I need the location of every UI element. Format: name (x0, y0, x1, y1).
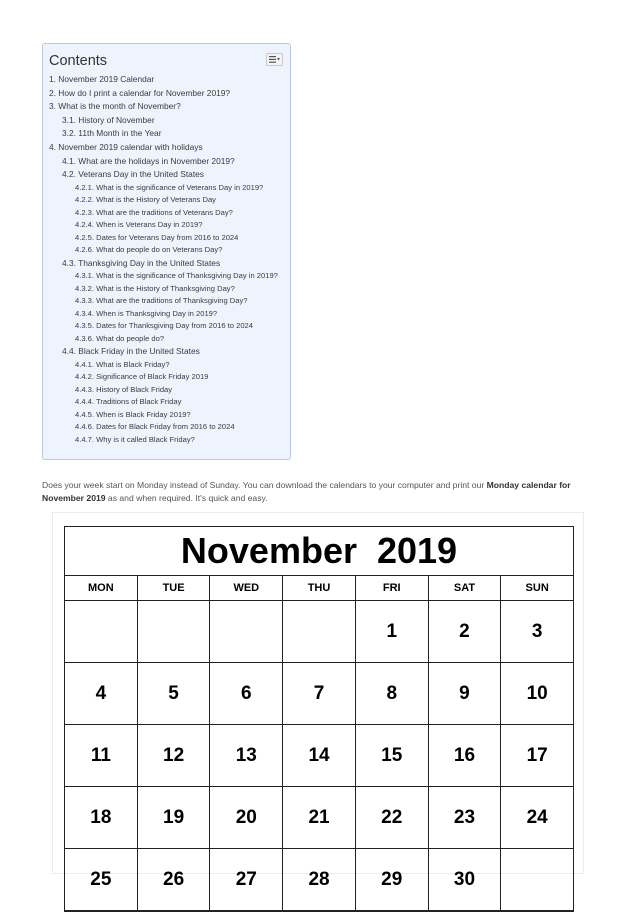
day-cell: 20 (210, 787, 283, 848)
empty-day-cell (138, 601, 211, 662)
toc-link[interactable]: 4.3.4. When is Thanksgiving Day in 2019? (75, 308, 218, 318)
toc-link[interactable]: 4.3. Thanksgiving Day in the United States (62, 257, 221, 268)
toc-item (49, 283, 284, 296)
day-cell: 4 (65, 663, 138, 724)
toc-link[interactable]: 4.2. Veterans Day in the United States (62, 169, 204, 180)
toc-link[interactable]: 4.4.2. Significance of Black Friday 2019 (75, 372, 209, 382)
toc-link[interactable]: 4.3.3. What are the traditions of Thanksgiving Day? (75, 296, 248, 306)
toc-item (49, 257, 284, 271)
toc-link[interactable]: 4.4.4. Traditions of Black Friday (75, 397, 182, 407)
day-cell: 9 (429, 663, 502, 724)
week-row (65, 663, 573, 725)
toc-link[interactable]: 4.2.4. When is Veterans Day in 2019? (75, 220, 203, 230)
day-cell: 24 (526, 807, 548, 828)
calendar (64, 526, 574, 912)
toc-item (49, 182, 284, 195)
intro-text: Does your week start on Monday instead of Sunday. You can download the calendars to your computer and print our (42, 479, 487, 490)
toc-link[interactable]: 4.2.5. Dates for Veterans Day from 2016 to 2024 (75, 232, 239, 242)
toc-link[interactable]: 4.3.6. What do people do? (75, 333, 165, 343)
weekday-wed: WED (210, 576, 283, 600)
weekday-header-row (65, 576, 573, 601)
day-cell: 29 (356, 849, 429, 910)
day-cell: 7 (283, 663, 356, 724)
day-cell: 18 (65, 787, 138, 848)
day-cell: 5 (138, 663, 211, 724)
week-row (65, 849, 573, 911)
toc-link[interactable]: 4. November 2019 calendar with holidays (49, 141, 203, 152)
toc-item (49, 155, 284, 169)
toc-link[interactable]: 4.4.6. Dates for Black Friday from 2016 to 2024 (75, 422, 235, 432)
toc-link[interactable]: 4.4.3. History of Black Friday (75, 384, 173, 394)
toc-item (49, 219, 284, 232)
calendar-title: November 2019 (65, 527, 573, 576)
day-cell: 3 (531, 621, 543, 642)
weekday-sun: SUN (525, 582, 549, 594)
toc-item (49, 141, 284, 155)
toc-link[interactable]: 4.4.5. When is Black Friday 2019? (75, 409, 191, 419)
day-cell: 1 (356, 601, 429, 662)
day-cell: 12 (138, 725, 211, 786)
toc-item (49, 270, 284, 283)
toc-item (49, 207, 284, 220)
weekday-sat: SAT (429, 576, 502, 600)
toc-item (49, 232, 284, 245)
toc-link[interactable]: 2. How do I print a calendar for November 2019? (49, 87, 231, 98)
toc-item (49, 168, 284, 182)
toc-item (49, 333, 284, 346)
toc-item (49, 320, 284, 333)
toc-item (49, 384, 284, 397)
empty-day-cell (501, 849, 573, 910)
weekday-fri: FRI (356, 576, 429, 600)
toc-link[interactable]: 4.1. What are the holidays in November 2019? (62, 155, 235, 166)
toc-item (49, 194, 284, 207)
day-cell: 2 (429, 601, 502, 662)
day-cell: 14 (283, 725, 356, 786)
intro-paragraph (42, 479, 598, 506)
day-cell: 16 (429, 725, 502, 786)
toc-link[interactable]: 4.3.1. What is the significance of Thanksgiving Day in 2019? (75, 271, 278, 281)
toc-link[interactable]: 3.2. 11th Month in the Year (62, 128, 162, 139)
day-cell: 26 (138, 849, 211, 910)
toc-title: Contents (49, 53, 108, 69)
toc-item (49, 295, 284, 308)
calendar-image (52, 512, 584, 890)
week-row (65, 601, 573, 663)
day-cell: 22 (356, 787, 429, 848)
monday-calendar-link[interactable]: Monday calendar for November 2019 (42, 479, 571, 504)
toc-item (49, 127, 284, 141)
toc-link[interactable]: 4.3.2. What is the History of Thanksgiving Day? (75, 283, 235, 293)
toc-item (49, 87, 284, 101)
toc-item (49, 434, 284, 447)
toc-link[interactable]: 3.1. History of November (62, 114, 155, 125)
toc-link[interactable]: 4.4. Black Friday in the United States (62, 346, 200, 357)
day-cell: 19 (138, 787, 211, 848)
day-cell: 23 (429, 787, 502, 848)
day-cell: 28 (283, 849, 356, 910)
list-toggle-icon[interactable] (266, 53, 283, 66)
day-cell: 11 (65, 725, 138, 786)
toc-item (49, 359, 284, 372)
day-cell: 6 (210, 663, 283, 724)
intro-text-end: as and when required. It's quick and easy. (105, 493, 268, 504)
empty-day-cell (210, 601, 283, 662)
week-row (65, 725, 573, 787)
toc-item (49, 100, 284, 114)
toc-link[interactable]: 4.4.7. Why is it called Black Friday? (75, 434, 195, 444)
weekday-tue: TUE (138, 576, 211, 600)
day-cell: 8 (356, 663, 429, 724)
day-cell: 15 (356, 725, 429, 786)
day-cell: 21 (283, 787, 356, 848)
toc-item (49, 244, 284, 257)
toc-item (49, 308, 284, 321)
toc-link[interactable]: 3. What is the month of November? (49, 101, 181, 112)
toc-link[interactable]: 4.4.1. What is Black Friday? (75, 359, 170, 369)
day-cell: 17 (526, 745, 548, 766)
toc-item (49, 409, 284, 422)
toc-link[interactable]: 1. November 2019 Calendar (49, 74, 155, 84)
empty-day-cell (65, 601, 138, 662)
weekday-thu: THU (283, 576, 356, 600)
table-of-contents (42, 43, 291, 460)
toc-link[interactable]: 4.2.2. What is the History of Veterans Day (75, 195, 216, 205)
day-cell: 25 (65, 849, 138, 910)
week-row (65, 787, 573, 849)
weekday-mon: MON (65, 576, 138, 600)
toc-link[interactable]: 4.2.3. What are the traditions of Veterans Day? (75, 207, 233, 217)
calendar-grid (65, 601, 573, 911)
toc-item (49, 73, 284, 87)
day-cell: 27 (210, 849, 283, 910)
toc-item (49, 371, 284, 384)
day-cell: 30 (429, 849, 502, 910)
toc-list (49, 73, 284, 446)
toc-item (49, 421, 284, 434)
toc-item (49, 396, 284, 409)
empty-day-cell (283, 601, 356, 662)
day-cell: 13 (210, 725, 283, 786)
toc-link[interactable]: 4.2.1. What is the significance of Veterans Day in 2019? (75, 182, 264, 192)
toc-link[interactable]: 4.2.6. What do people do on Veterans Day? (75, 245, 223, 255)
toc-item (49, 114, 284, 128)
toc-item (49, 345, 284, 359)
day-cell: 10 (526, 683, 548, 704)
toc-link[interactable]: 4.3.5. Dates for Thanksgiving Day from 2016 to 2024 (75, 321, 253, 331)
